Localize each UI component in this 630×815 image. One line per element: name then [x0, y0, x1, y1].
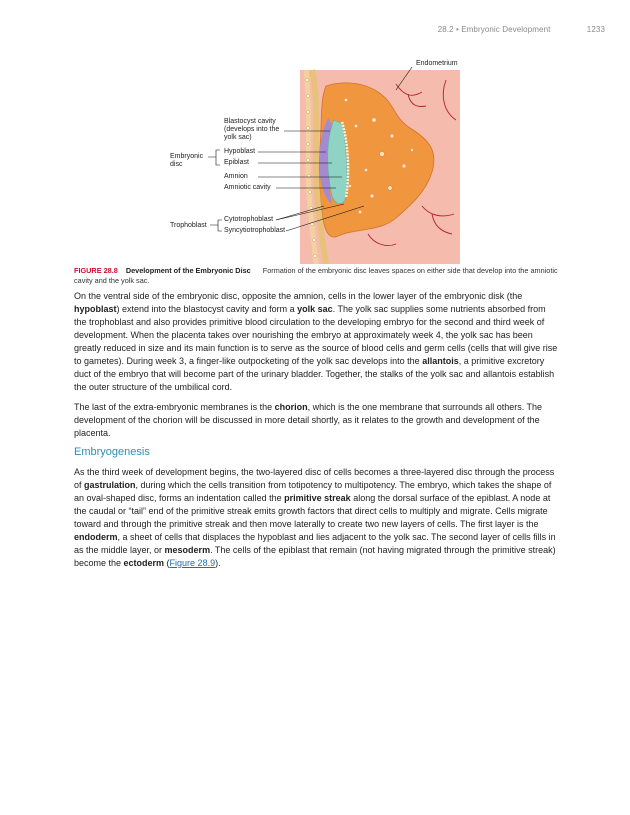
label-trophoblast: Trophoblast: [170, 222, 207, 229]
term-chorion: chorion: [274, 402, 308, 412]
figure-number: FIGURE 28.8: [74, 266, 118, 275]
text-run: On the ventral side of the embryonic disc, opposite the amnion, cells in the lower layer of the embryonic disk (the: [74, 291, 523, 301]
term-gastrulation: gastrulation: [84, 480, 136, 490]
running-head: [438, 25, 605, 34]
term-ectoderm: ectoderm: [123, 558, 165, 568]
text-run: along the dorsal surface of the epiblast. A node at the caudal or “tail” end of the primitive streak emits growth factors that direct cells to multiply and migrate. Cells migrate toward and through the primitive streak and then move laterally to create two new layers of cells. The first layer is the: [74, 493, 551, 529]
figure-28-9-link[interactable]: Figure 28.9: [169, 558, 216, 568]
paragraph-gastrulation: [74, 466, 560, 579]
label-cytotrophoblast: Cytotrophoblast: [224, 216, 274, 223]
text-run: , a primitive excretory duct of the embryo that will become part of the urinary bladder. Together, the stalks of the yolk sac and allantois establish the outer structure of the umbilical cord.: [74, 356, 555, 392]
label-hypoblast: Hypoblast: [224, 148, 256, 155]
term-mesoderm: mesoderm: [164, 545, 211, 555]
term-hypoblast: hypoblast: [74, 304, 117, 314]
term-primitive-streak: primitive streak: [284, 493, 351, 503]
text-run: As the third week of development begins, the two-layered disc of cells becomes a three-layered disc through the process of: [74, 467, 555, 490]
label-blastocyst-cavity-note2: yolk sac): [224, 134, 252, 141]
figure-title: Development of the Embryonic Disc: [125, 266, 251, 275]
text-run: , which is the one membrane that surrounds all others. The development of the chorion will be discussed in more detail shortly, as it relates to the growth and development of the placenta.: [74, 402, 543, 438]
text-run: . The yolk sac supplies some nutrients absorbed from the trophoblast and also provides primitive blood circulation to the developing embryo for the second and third week of development. When the placenta takes over nourishing the embryo at approximately week 4, the yolk sac has been greatly reduced in size and its main function is to serve as the source of blood cells and germ cells (cells that will give rise to gametes). During week 3, a finger-like outpocketing of the yolk sac develops into the: [74, 304, 558, 366]
embryonic-disc-illustration: [160, 56, 470, 264]
text-run: , during which the cells transition from totipotency to multipotency. The embryo, which takes the shape of an oval-shaped disc, forms an indentation called the: [74, 480, 552, 503]
text-run: The last of the extra-embryonic membranes is the: [74, 402, 275, 412]
label-embryonic-disc-1: Embryonic: [170, 153, 204, 160]
section-heading-embryogenesis: Embryogenesis: [74, 446, 150, 458]
term-yolk-sac: yolk sac: [297, 304, 333, 314]
label-blastocyst-cavity: Blastocyst cavity: [224, 118, 276, 125]
paragraph-chorion: [74, 401, 560, 449]
text-run: , a sheet of cells that displaces the hypoblast and lies adjacent to the yolk sac. The second layer of cells fills in as the middle layer, or: [74, 532, 556, 555]
section-title: 28.2 • Embryonic Development: [437, 25, 551, 34]
label-syncytiotrophoblast: Syncytiotrophoblast: [224, 227, 286, 234]
label-amniotic-cavity: Amniotic cavity: [224, 184, 271, 191]
label-endometrium: Endometrium: [416, 60, 458, 67]
label-amnion: Amnion: [224, 173, 248, 180]
figure-caption: [74, 266, 560, 285]
text-run: ) extend into the blastocyst cavity and form a: [116, 304, 298, 314]
label-embryonic-disc-2: disc: [170, 161, 183, 168]
figure-embryonic-disc: [160, 56, 470, 264]
page-number: 1233: [586, 25, 605, 34]
label-blastocyst-cavity-note1: (develops into the: [224, 126, 280, 133]
label-epiblast: Epiblast: [224, 159, 249, 166]
text-run: . The cells of the epiblast that remain (not having migrated through the primitive streak) become the: [74, 545, 556, 568]
term-allantois: allantois: [422, 356, 459, 366]
text-run: (: [164, 558, 170, 568]
term-endoderm: endoderm: [74, 532, 118, 542]
text-run: ).: [215, 558, 221, 568]
paragraph-yolk-sac: [74, 290, 560, 403]
figure-caption-text: Formation of the embryonic disc leaves spaces on either side that develop into the amniotic cavity and the yolk sac.: [74, 266, 558, 285]
